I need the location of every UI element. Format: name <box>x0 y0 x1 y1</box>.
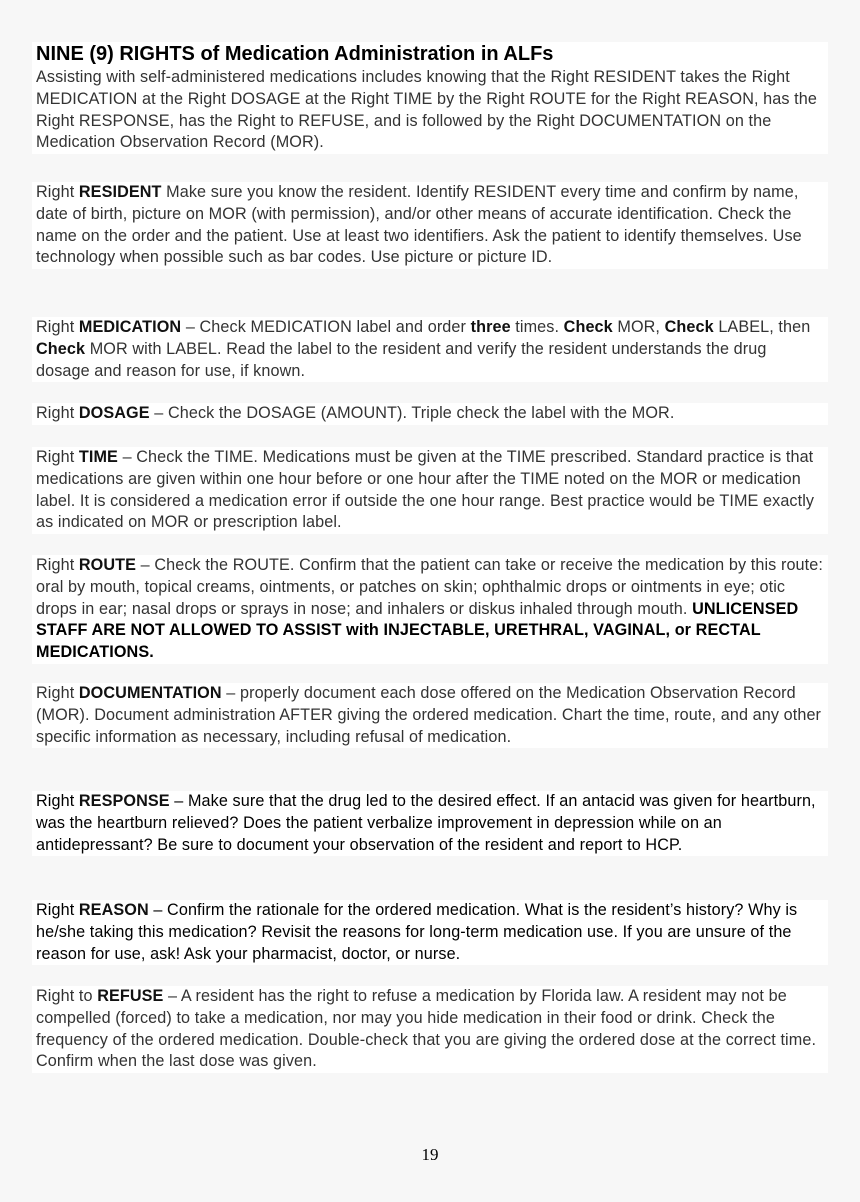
medication-paragraph: Right MEDICATION – Check MEDICATION label and order three times. Check MOR, Check LABEL, then Check MOR with LABEL. Read the label to the resident and verify the resident understands the drug dosage and reason for use, if known. <box>36 318 811 380</box>
section-resident <box>32 182 828 269</box>
time-paragraph: Right TIME – Check the TIME. Medications must be given at the TIME prescribed. Standard practice is that medications are given within one hour before or one hour after the TIME noted on the MOR or medication label. It is considered a medication error if outside the one hour range. Best practice would be TIME exactly as indicated on MOR or prescription label. <box>36 448 815 532</box>
section-route <box>32 555 828 664</box>
page-title: NINE (9) RIGHTS of Medication Administration in ALFs <box>36 43 554 65</box>
section-documentation <box>32 683 828 748</box>
intro-paragraph: Assisting with self-administered medications includes knowing that the Right RESIDENT takes the Right MEDICATION at the Right DOSAGE at the Right TIME by the Right ROUTE for the Right REASON, has the Right RESPONSE, has the Right to REFUSE, and is followed by the Right DOCUMENTATION on the Medication Observation Record (MOR). <box>36 68 817 152</box>
refuse-term: REFUSE <box>97 987 164 1005</box>
section-refuse <box>32 986 828 1073</box>
response-term: RESPONSE <box>78 792 170 810</box>
page-number: 19 <box>421 1145 439 1164</box>
documentation-term: DOCUMENTATION <box>78 684 222 702</box>
section-response <box>32 791 828 856</box>
resident-term: RESIDENT <box>78 183 162 201</box>
documentation-paragraph: Right DOCUMENTATION – properly document each dose offered on the Medication Observation Record (MOR). Document administration AFTER giving the ordered medication. Chart the time, route, and any other specific information as necessary, including refusal of medication. <box>36 684 822 746</box>
intro-block <box>32 42 828 154</box>
refuse-paragraph: Right to REFUSE – A resident has the right to refuse a medication by Florida law. A resident may not be compelled (forced) to take a medication, nor may you hide medication in their food or drink. Check the frequency of the ordered medication. Double-check that you are giving the ordered dose at the correct time. Confirm when the last dose was given. <box>36 987 817 1071</box>
resident-paragraph: Right RESIDENT Make sure you know the resident. Identify RESIDENT every time and confirm by name, date of birth, picture on MOR (with permission), and/or other means of accurate identification. Check the name on the order and the patient. Use at least two identifiers. Ask the patient to identify themselves. Use technology when possible such as bar codes. Use picture or picture ID. <box>36 183 802 267</box>
dosage-paragraph: Right DOSAGE – Check the DOSAGE (AMOUNT). Triple check the label with the MOR. <box>36 404 675 422</box>
section-time <box>32 447 828 534</box>
dosage-term: DOSAGE <box>78 404 150 422</box>
reason-paragraph: Right REASON – Confirm the rationale for the ordered medication. What is the resident’s history? Why is he/she taking this medication? Revisit the reasons for long-term medication use. If you are unsure of the reason for use, ask! Ask your pharmacist, doctor, or nurse. <box>36 901 798 963</box>
reason-term: REASON <box>78 901 149 919</box>
section-reason <box>32 900 828 965</box>
medication-term: MEDICATION <box>78 318 182 336</box>
section-dosage <box>32 403 828 425</box>
route-paragraph: Right ROUTE – Check the ROUTE. Confirm that the patient can take or receive the medication by this route: oral by mouth, topical creams, ointments, or patches on skin; ophthalmic drops or ointments in eye; otic drops in ear; nasal drops or sprays in nose; and inhalers or diskus inhaled through mouth. UNLICENSED STAFF ARE NOT ALLOWED TO ASSIST with INJECTABLE, URETHRAL, VAGINAL, or RECTAL MEDICATIONS. <box>36 556 823 662</box>
section-medication <box>32 317 828 382</box>
response-paragraph: Right RESPONSE – Make sure that the drug led to the desired effect. If an antacid was given for heartburn, was the heartburn relieved? Does the patient verbalize improvement in depression while on an antidepressant? Be sure to document your observation of the resident and report to HCP. <box>36 792 816 854</box>
route-term: ROUTE <box>78 556 137 574</box>
time-term: TIME <box>78 448 118 466</box>
route-warning: UNLICENSED STAFF ARE NOT ALLOWED TO ASSIST with INJECTABLE, URETHRAL, VAGINAL, or RECTAL MEDICATIONS. <box>36 599 799 662</box>
